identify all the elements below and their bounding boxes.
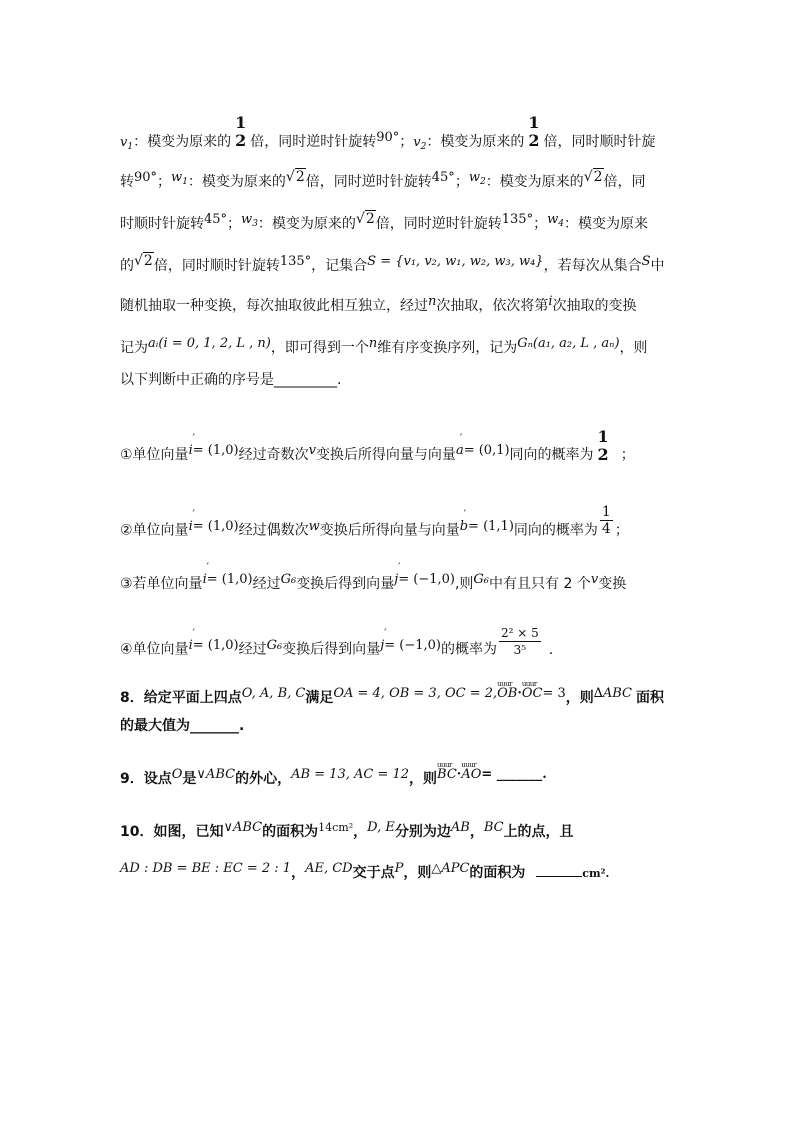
fraction-half-2: 1 2 — [528, 113, 540, 150]
set-S-expression: S = {v₁, v₂, w₁, w₂, w₃, w₄} — [367, 254, 544, 269]
item-4: ④单位向量ˊ i= (1,0)经过G₆变换后得到向量ˊ j= (−1,0)的概率为 $\frac{\text{2² × 5}}{\text{3⁵}}$ . — [120, 633, 553, 666]
deg-90: 90° — [376, 130, 400, 145]
vector-i: ˊ i — [189, 441, 193, 461]
p7-line-6: 记为aᵢ(i = 0, 1, 2, L , n)，即可得到一个n维有序变换序列，记为Gₙ(a₁, a₂, L , aₙ)，则 — [120, 336, 648, 356]
p7-line-2: 转90°；$w_1$：模变为原来的√2倍，同时逆时针旋转45°；$w_2$：模变为原来的√2倍，同 — [120, 169, 646, 190]
v1-symbol: $v_1$ — [120, 135, 134, 152]
item-2: ②单位向量ˊ i= (1,0)经过偶数次w变换后所得向量与向量ˊ b= (1,1)同向的概率为 $\frac{1}{4}$ ； — [120, 514, 629, 547]
answer-blank — [536, 864, 582, 877]
question-9: 9．设点O是∨ABC的外心，AB = 13, AC = 12，则uuur BC·uuur AO= _______. — [120, 769, 547, 790]
question-8-line-2: 的最大值为_______. — [120, 718, 245, 734]
question-8-line-1: 8．给定平面上四点O, A, B, C满足OA = 4, OB = 3, OC = 2,uuur OB·uuur OC= 3，则∆ABC 面积 — [120, 688, 664, 709]
p7-line-5: 随机抽取一种变换，每次抽取彼此相互独立，经过n次抽取，依次将第i次抽取的变换 — [120, 294, 637, 314]
vector-a: ˊ a — [456, 441, 464, 461]
vector-j: ˊ j — [394, 570, 398, 590]
item-1: ①单位向量ˊ i= (1,0)经过奇数次v变换后所得向量与向量ˊ a= (0,1)同向的概率为 1 2 ； — [120, 437, 635, 473]
fraction-probability: $\frac{\text{2² × 5}}{\text{3⁵}}$ — [500, 626, 539, 657]
w2-symbol: $w_2$ — [468, 170, 486, 187]
sequence-ai: aᵢ(i = 0, 1, 2, L , n) — [148, 336, 271, 351]
w4-symbol: $w_4$ — [547, 212, 564, 229]
vector-AO: uuur AO — [461, 765, 481, 785]
vector-OC: uuur OC — [522, 684, 543, 704]
vector-b: ˊ b — [460, 517, 468, 537]
p7-line-1: $v_1$：模变为原来的 1 2 倍，同时逆时针旋转90°；$v_2$：模变为原来的 1 2 倍，同时顺时针旋 — [120, 113, 656, 152]
sequence-Gn: Gₙ(a₁, a₂, L , aₙ) — [517, 336, 620, 351]
item-3: ③若单位向量ˊ i= (1,0)经过G₆变换后得到向量ˊ j= (−1,0),则G₆中有且只有 2 个v变换 — [120, 574, 626, 595]
vector-BC: uuur BC — [437, 765, 457, 785]
fraction-half: 1 2 — [235, 113, 247, 150]
p7-line-7: 以下判断中正确的序号是_________. — [120, 372, 342, 388]
question-10-line-2: AD : DB = BE : EC = 2 : 1，AE, CD交于点P，则△APC的面积为 cm². — [120, 861, 610, 881]
v2-label: ：模变为原来的 — [426, 134, 525, 150]
sqrt-2: √2 — [285, 169, 305, 185]
p7-line-4: 的√2倍，同时顺时针旋转135°，记集合S = {v₁, v₂, w₁, w₂, w₃, w₄}，若每次从集合S中 — [120, 253, 665, 274]
w1-symbol: $w_1$ — [171, 170, 188, 187]
question-10-line-1: 10．如图，已知∨ABC的面积为$^{14cm^2}$，D, E分别为边AB，BC上的点，且 — [120, 820, 574, 840]
vector-OB: uuur OB — [497, 684, 517, 704]
p7-line-3: 时顺时针旋转45°；$w_3$：模变为原来的√2倍，同时逆时针旋转135°；$w_4$：模变为原来 — [120, 211, 648, 232]
fraction-1-4: $\frac{1}{4}$ — [601, 504, 611, 537]
fraction-1-2: 1 2 — [597, 427, 609, 464]
v1-tail: 倍，同时逆时针旋转 — [250, 134, 377, 150]
v1-label: ：模变为原来的 — [133, 134, 232, 150]
w3-symbol: $w_3$ — [241, 212, 258, 229]
v2-symbol: $v_2$ — [413, 135, 427, 152]
v2-tail: 倍，同时顺时针旋 — [543, 134, 656, 150]
G6-symbol: G₆ — [280, 572, 297, 587]
